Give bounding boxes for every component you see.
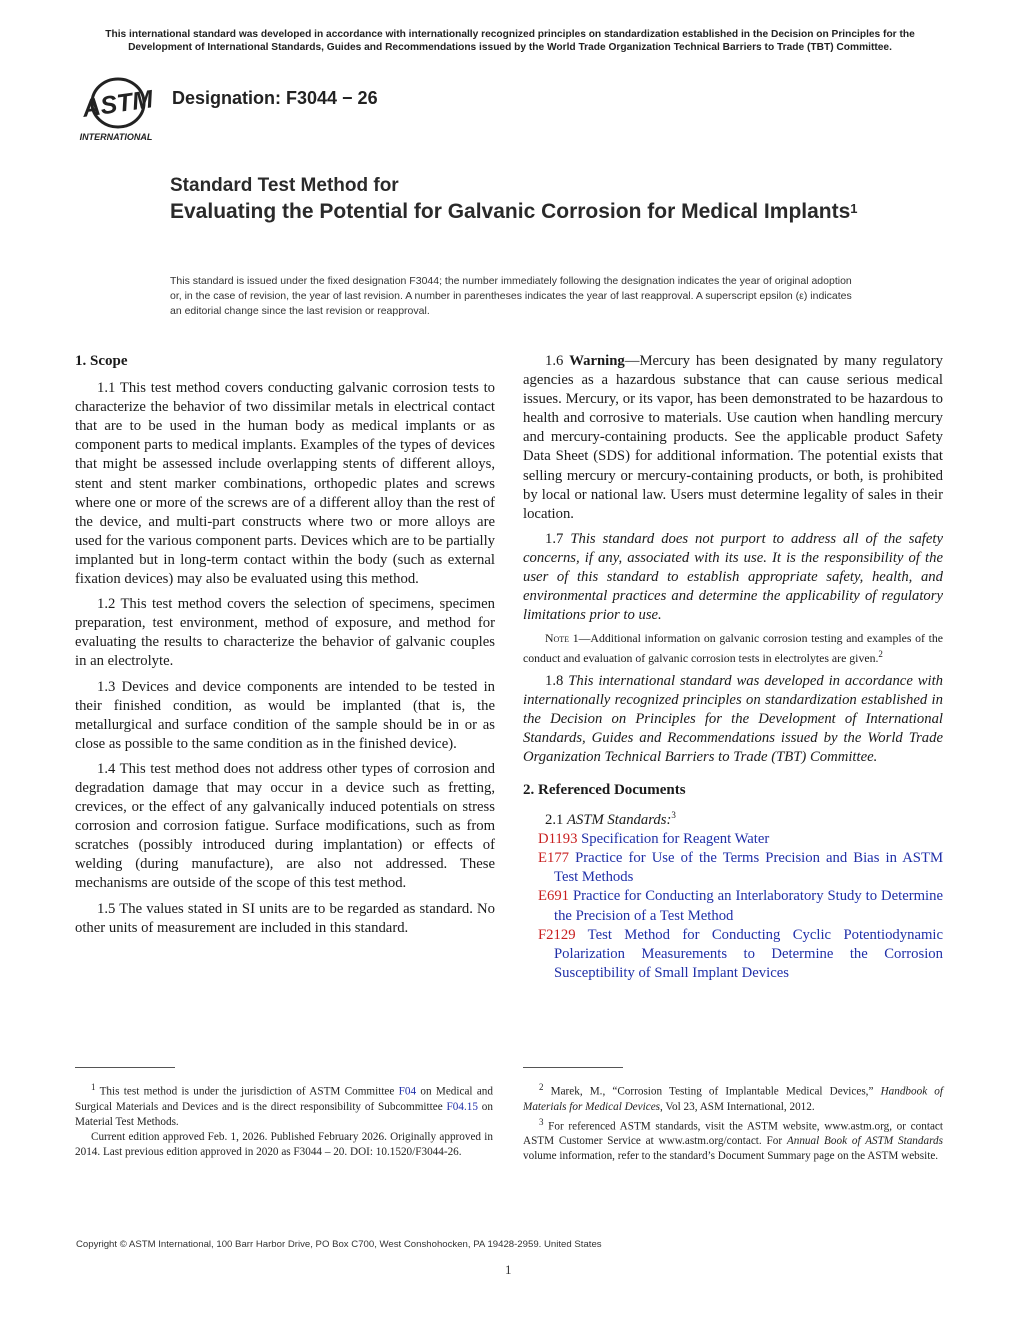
paragraph-1-8 <box>523 672 943 767</box>
p2-1-footnote-mark[interactable]: 3 <box>671 810 676 821</box>
top-notice-line-1: This international standard was developed in accordance with internationally recognized principles on standardization established in the Decision on Principles for the <box>105 29 915 40</box>
reference-item[interactable] <box>523 887 943 925</box>
title-line-1: Standard Test Method for <box>170 175 399 196</box>
p1-6-text: —Mercury has been designated by many regulatory agencies as a hazardous substance that can cause serious medical issues. Mercury, or its vapor, has been demonstrated to be hazardous to health and corrosive to materials. Use caution when handling mercury and mercury-containing products. See the applicable product Safety Data Sheet (SDS) for additional information. The potential exists that selling mercury or mercury-containing products, or both, is prohibited by local or national law. Users must determine legality of sales in their location. <box>523 353 944 522</box>
footnote-2-book: Handbook of Materials for Medical Devices <box>523 1085 943 1113</box>
footnote-divider-right <box>523 1067 623 1068</box>
top-notice <box>70 28 950 54</box>
footnote-3-text-b: volume information, refer to the standard’s Document Summary page on the ASTM website. <box>523 1150 939 1163</box>
reference-code[interactable]: F2129 <box>538 926 576 943</box>
reference-title[interactable]: Practice for Conducting an Interlaboratory Study to Determine the Precision of a Test Method <box>554 888 943 924</box>
footnote-2 <box>523 1080 943 1115</box>
reference-item[interactable] <box>523 830 943 849</box>
subcommittee-link[interactable]: F04.15 <box>446 1100 478 1113</box>
p1-7-number: 1.7 <box>545 530 571 547</box>
astm-logo <box>70 76 162 144</box>
copyright: Copyright © ASTM International, 100 Barr Harbor Drive, PO Box C700, West Conshohocken, PA 19428-2959. United States <box>76 1239 602 1250</box>
paragraph-2-1 <box>523 806 943 830</box>
reference-title[interactable]: Specification for Reagent Water <box>581 831 770 848</box>
paragraph-1-1: 1.1 This test method covers conducting galvanic corrosion tests to characterize the behavior of two dissimilar metals in electrical contact that are to be used in the human body as medical implants or as component parts to medical implants. Examples of the types of devices that might be assessed include overlapping stents of different alloys, stent and stent marker combinations, orthopedic plates and screws where one or more of the screws are of a different alloy than the rest of the device, and multi-part constructs where two or more alloys are used for the various component parts. Devices which are to be partially implanted but in long-term contact within the body (such as external fixation devices) may also be evaluated using this method. <box>75 380 495 588</box>
reference-title[interactable]: Practice for Use of the Terms Precision and Bias in ASTM Test Methods <box>554 850 944 886</box>
title-line-2 <box>170 199 870 225</box>
footnote-2-text-b: , Vol 23, ASM International, 2012. <box>660 1100 815 1113</box>
p1-7-text: This standard does not purport to address all of the safety concerns, if any, associated with its use. It is the responsibility of the user of this standard to establish appropriate safety, health, and environmental practices and determine the applicability of regulatory limitations prior to use. <box>523 530 944 624</box>
note-1 <box>523 631 943 665</box>
warning-label: Warning <box>569 353 625 369</box>
paragraph-1-6 <box>523 352 943 524</box>
title-main: Evaluating the Potential for Galvanic Corrosion for Medical Implants <box>170 200 851 223</box>
footnote-1-text-c: on Material Test Methods. <box>75 1100 493 1128</box>
note-label: Note 1 <box>545 631 579 646</box>
reference-code[interactable]: D1193 <box>538 831 578 848</box>
section-2-heading: 2. Referenced Documents <box>523 782 686 799</box>
paragraph-1-7 <box>523 530 943 625</box>
note-footnote-mark[interactable]: 2 <box>878 648 883 659</box>
footnote-2-mark: 2 <box>539 1082 544 1092</box>
designation: Designation: F3044 − 26 <box>172 88 378 108</box>
p1-8-text: This international standard was developed in accordance with internationally recognized principles on standardization established in the Decision on Principles for the Development of International Standards, Guides and Recommendations issued by the World Trade Organization Technical Barriers to Trade (TBT) Committee. <box>523 672 943 766</box>
p2-1-number: 2.1 <box>545 812 568 829</box>
footnotes-left <box>75 1080 493 1160</box>
p1-8-number: 1.8 <box>545 672 569 689</box>
top-notice-line-2: Development of International Standards, Guides and Recommendations issued by the World Trade Organization Technical Barriers to Trade (TBT) Committee. <box>128 42 892 53</box>
footnote-3-text-a: For referenced ASTM standards, visit the ASTM website, www.astm.org, or contact ASTM Customer Service at www.astm.org/contact. For <box>523 1120 943 1148</box>
issued-note: This standard is issued under the fixed designation F3044; the number immediately following the designation indicates the year of original adoption or, in the case of revision, the year of last revision. A number in parentheses indicates the year of last reapproval. A superscript epsilon (ε) indicates an editorial change since the last revision or reapproval. <box>170 275 852 317</box>
note-text: —Additional information on galvanic corrosion testing and examples of the conduct and evaluation of galvanic corrosion tests in electrolytes are given. <box>523 631 943 665</box>
p2-1-text: ASTM Standards: <box>567 812 672 829</box>
right-column <box>523 352 943 983</box>
left-column <box>75 352 495 938</box>
reference-code[interactable]: E177 <box>538 850 570 867</box>
p1-6-number: 1.6 <box>545 353 570 369</box>
logo-text: ASTM <box>80 85 155 123</box>
footnote-1-text-b: on Medical and Surgical Materials and Devices and is the direct responsibility of Subcommittee <box>75 1085 493 1113</box>
title-footnote-mark[interactable]: 1 <box>850 201 858 216</box>
section-1-heading: 1. Scope <box>75 353 128 369</box>
page-number: 1 <box>505 1262 512 1277</box>
footnote-1 <box>75 1080 493 1130</box>
footnote-1-text-a: This test method is under the jurisdiction of ASTM Committee <box>95 1085 399 1098</box>
footnote-3-mark: 3 <box>539 1116 544 1127</box>
paragraph-1-4: 1.4 This test method does not address other types of corrosion and degradation damage that may occur in a device such as fretting, crevices, or the effect of any galvanically induced potentials on stress corrosion and corrosion fatigue. Surface modifications, such as from scratches (possibly introduced during implantation) or effects of welding (during manufacture), are also not addressed. These mechanisms are outside of the scope of this test method. <box>75 760 495 892</box>
paragraph-1-2: 1.2 This test method covers the selection of specimens, specimen preparation, test environment, method of exposure, and method for evaluating the results to characterize the behavior of galvanic couples in an electrolyte. <box>75 596 495 670</box>
reference-item[interactable] <box>523 849 943 887</box>
committee-link[interactable]: F04 <box>398 1085 417 1098</box>
paragraph-1-3: 1.3 Devices and device components are intended to be tested in their finished condition, as would be implanted (that is, the metallurgical and surface condition of the sample should be in or as close as possible to the same condition as in the finished device). <box>75 678 495 752</box>
paragraph-1-5: 1.5 The values stated in SI units are to be regarded as standard. No other units of measurement are included in this standard. <box>75 900 495 936</box>
reference-item[interactable] <box>523 926 943 983</box>
footnote-3-book: Annual Book of ASTM Standards <box>786 1135 943 1148</box>
astm-logo-graphic <box>70 76 162 144</box>
reference-code[interactable]: E691 <box>538 888 570 905</box>
logo-subtext: INTERNATIONAL <box>79 132 153 142</box>
footnotes-right <box>523 1080 943 1164</box>
footnote-3 <box>523 1115 943 1165</box>
footnote-2-text-a: Marek, M., “Corrosion Testing of Implantable Medical Devices,” <box>543 1085 881 1098</box>
footnote-1-mark: 1 <box>91 1082 96 1092</box>
reference-title[interactable]: Test Method for Conducting Cyclic Potentiodynamic Polarization Measurements to Determine the Corrosion Susceptibility of Small Implant Devices <box>554 926 943 981</box>
footnote-divider-left <box>75 1067 175 1068</box>
footnote-1-edition: Current edition approved Feb. 1, 2026. Published February 2026. Originally approved in 2014. Last previous edition approved in 2020 as F3044 – 20. DOI: 10.1520/F3044-26. <box>75 1130 493 1158</box>
